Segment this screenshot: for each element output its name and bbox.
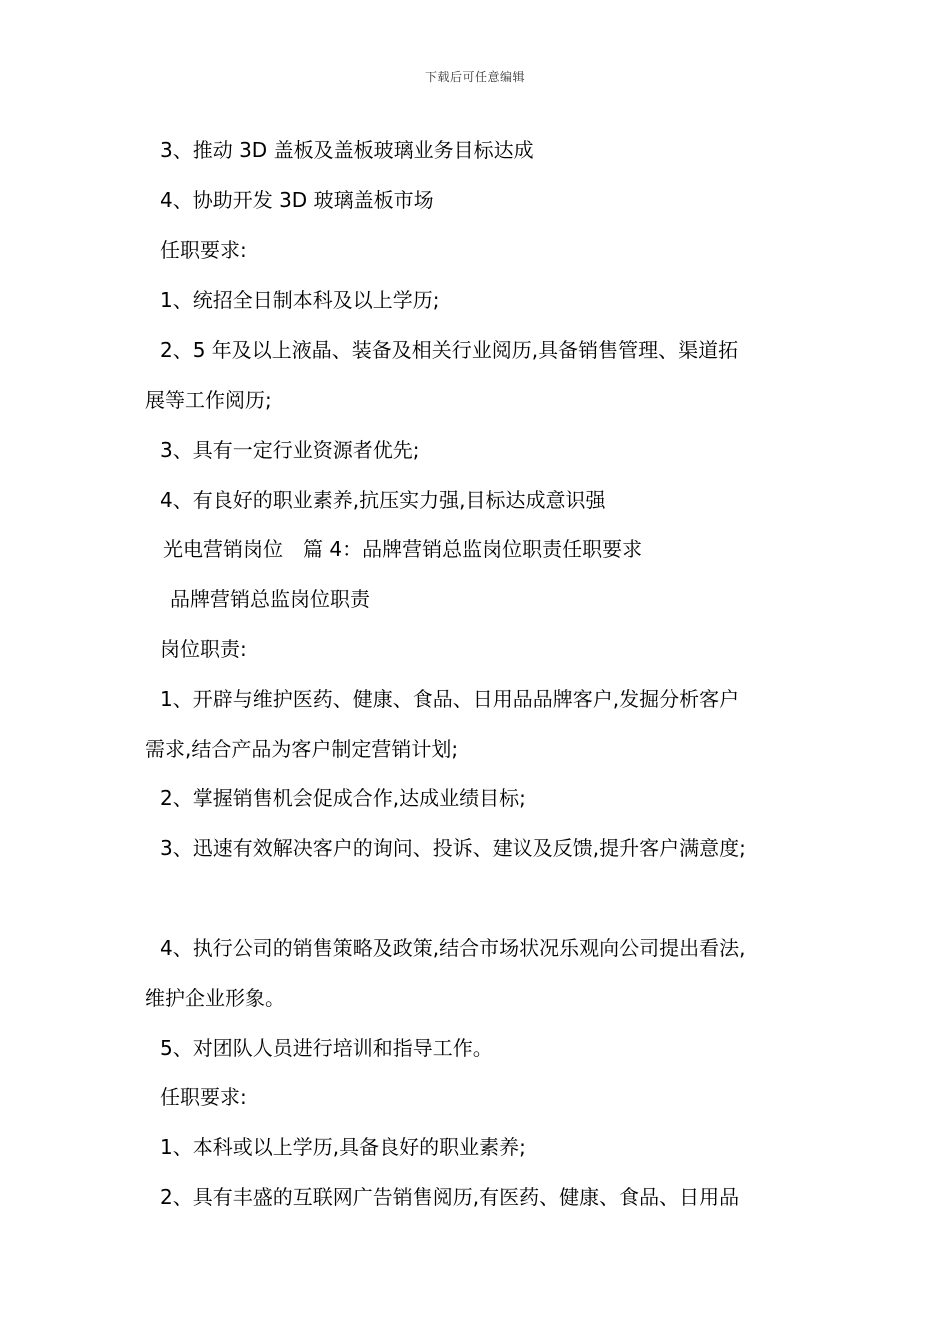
text-line: 3、推动 3D 盖板及盖板玻璃业务目标达成 bbox=[160, 138, 534, 162]
text-line: 展等工作阅历; bbox=[145, 388, 272, 412]
text-line: 3、具有一定行业资源者优先; bbox=[160, 438, 420, 462]
text-line: 维护企业形象。 bbox=[145, 986, 285, 1010]
text-line: 3、迅速有效解决客户的询问、投诉、建议及反馈,提升客户满意度; bbox=[160, 836, 746, 860]
section-title: 光电营销岗位 篇 4：品牌营销总监岗位职责任职要求 bbox=[163, 537, 643, 561]
text-line: 4、协助开发 3D 玻璃盖板市场 bbox=[160, 188, 434, 212]
text-line: 1、开辟与维护医药、健康、食品、日用品品牌客户,发掘分析客户 bbox=[160, 687, 740, 711]
text-line: 4、执行公司的销售策略及政策,结合市场状况乐观向公司提出看法, bbox=[160, 936, 746, 960]
text-line: 1、本科或以上学历,具备良好的职业素养; bbox=[160, 1135, 526, 1159]
text-line: 4、有良好的职业素养,抗压实力强,目标达成意识强 bbox=[160, 488, 606, 512]
text-line: 1、统招全日制本科及以上学历; bbox=[160, 288, 440, 312]
page-header: 下载后可任意编辑 bbox=[424, 70, 525, 84]
section-heading: 任职要求: bbox=[160, 1085, 247, 1109]
text-line: 2、具有丰盛的互联网广告销售阅历,有医药、健康、食品、日用品 bbox=[160, 1185, 740, 1209]
section-heading: 岗位职责: bbox=[160, 637, 247, 661]
text-line: 需求,结合产品为客户制定营销计划; bbox=[145, 737, 459, 761]
section-subtitle: 品牌营销总监岗位职责 bbox=[170, 587, 370, 611]
section-heading: 任职要求: bbox=[160, 238, 247, 262]
text-line: 2、掌握销售机会促成合作,达成业绩目标; bbox=[160, 786, 526, 810]
text-line: 5、对团队人员进行培训和指导工作。 bbox=[160, 1036, 493, 1060]
text-line: 2、5 年及以上液晶、装备及相关行业阅历,具备销售管理、渠道拓 bbox=[160, 338, 739, 362]
